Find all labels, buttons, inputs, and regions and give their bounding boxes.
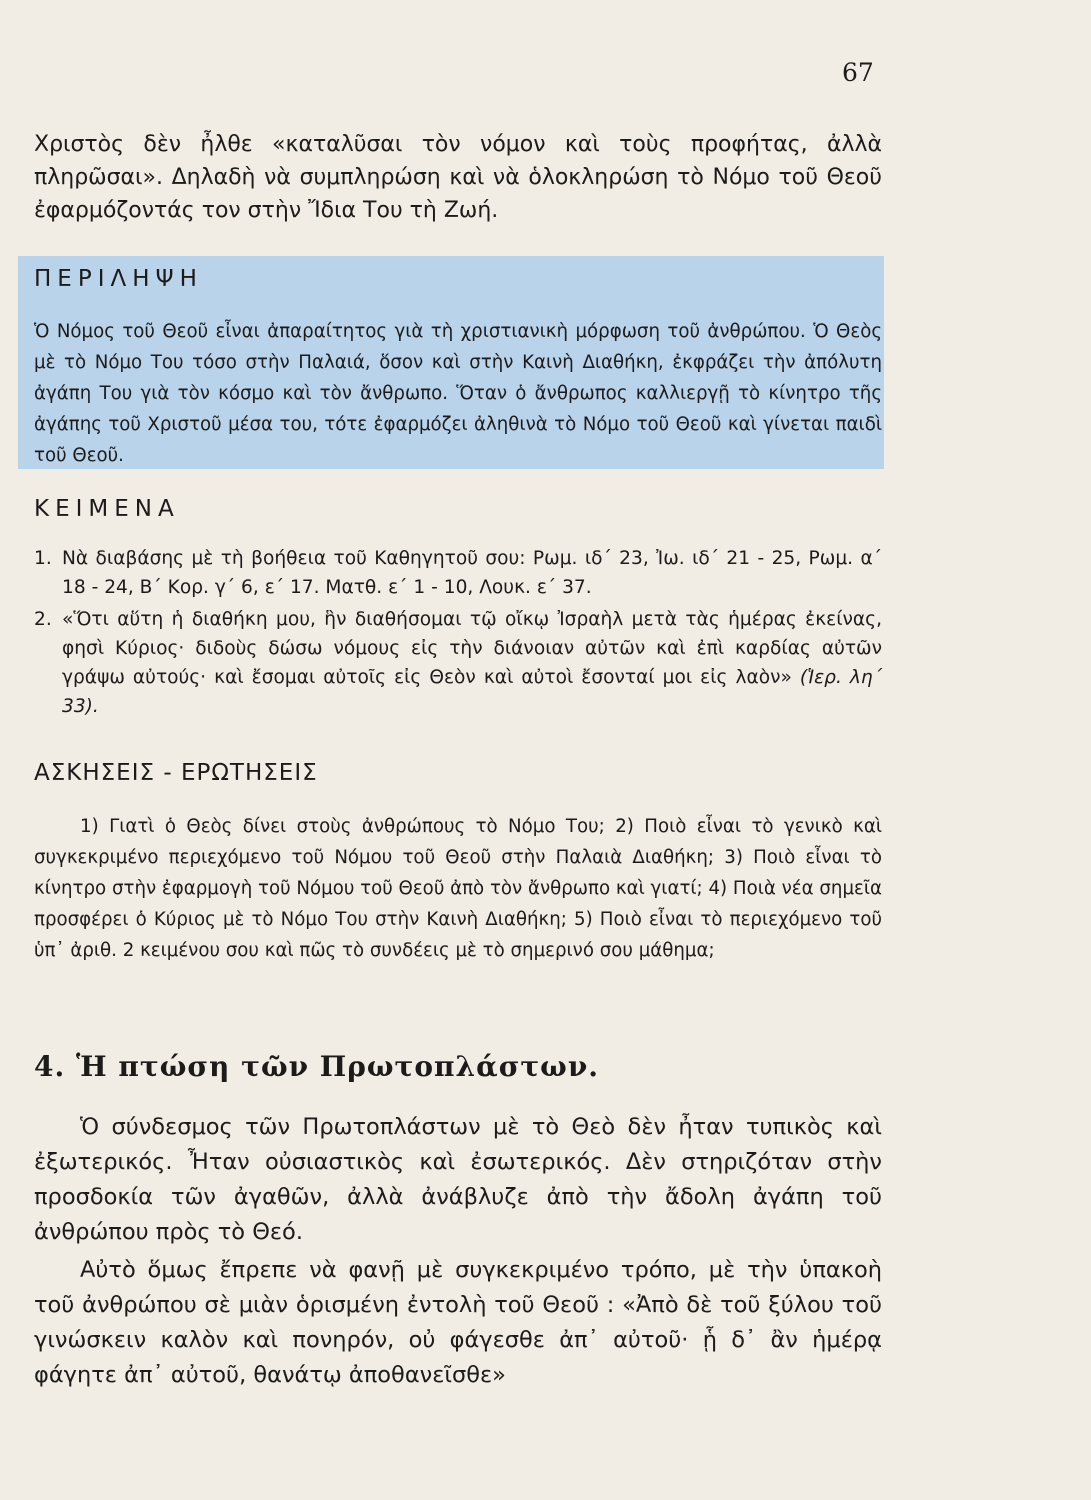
intro-paragraph: Χριστὸς δὲν ἦλθε «καταλῦσαι τὸν νόμον καὶ τοὺς προφήτας, ἀλλὰ πληρῶσαι». Δηλαδὴ νὰ συμπληρώση καὶ νὰ ὁλοκληρώση τὸ Νόμο τοῦ Θεοῦ ἐφαρμόζοντάς τον στὴν Ἴδια Του τὴ Ζωή. bbox=[34, 132, 882, 223]
list-item-text: Νὰ διαβάσης μὲ τὴ βοήθεια τοῦ Καθηγητοῦ σου: Ρωμ. ιδ΄ 23, Ἰω. ιδ΄ 21 - 25, Ρωμ. α΄ 18 - 24, Β΄ Κορ. γ΄ 6, ε΄ 17. Ματθ. ε΄ 1 - 10, Λουκ. ε΄ 37. bbox=[62, 548, 882, 598]
list-item-text: «Ὅτι αὕτη ἡ διαθήκη μου, ἣν διαθήσομαι τῷ οἴκῳ Ἰσραὴλ μετὰ τὰς ἡμέρας ἐκείνας, φησὶ Κύριος· διδοὺς δώσω νόμους εἰς τὴν διάνοιαν αὐτῶν καὶ ἐπὶ καρδίας αὐτῶν γράψω αὐτούς· καὶ ἔσομαι αὐτοῖς εἰς Θεὸν καὶ αὐτοὶ ἔσονταί μοι εἰς λαὸν» bbox=[62, 609, 882, 688]
texts-list bbox=[34, 544, 882, 724]
list-item bbox=[34, 544, 882, 602]
chapter-paragraph: Ὁ σύνδεσμος τῶν Πρωτοπλάστων μὲ τὸ Θεὸ δὲν ἦταν τυπικὸς καὶ ἐξωτερικός. Ἦταν οὐσιαστικὸς καὶ ἐσωτερικός. Δὲν στηριζόταν στὴν προσδοκία τῶν ἀγαθῶν, ἀλλὰ ἀνάβλυζε ἀπὸ τὴν ἄδολη ἀγάπη τοῦ ἀνθρώπου πρὸς τὸ Θεό. bbox=[34, 1114, 882, 1245]
chapter-heading: 4. Ἡ πτώση τῶν Πρωτοπλάστων. bbox=[34, 1050, 600, 1083]
summary-heading: ΠΕΡΙΛΗΨΗ bbox=[34, 266, 203, 292]
exercises-heading: ΑΣΚΗΣΕΙΣ - ΕΡΩΤΗΣΕΙΣ bbox=[34, 760, 318, 786]
list-item bbox=[34, 605, 882, 721]
chapter-body bbox=[34, 1110, 882, 1393]
summary-text: Ὁ Νόμος τοῦ Θεοῦ εἶναι ἀπαραίτητος γιὰ τὴ χριστιανικὴ μόρφωση τοῦ ἀνθρώπου. Ὁ Θεὸς μὲ τὸ Νόμο Του τόσο στὴν Παλαιά, ὅσον καὶ στὴν Καινὴ Διαθήκη, ἐκφράζει τὴν ἀπόλυτη ἀγάπη Του γιὰ τὸν κόσμο καὶ τὸν ἄνθρωπο. Ὅταν ὁ ἄνθρωπος καλλιεργῇ τὸ κίνητρο τῆς ἀγάπης τοῦ Χριστοῦ μέσα του, τότε ἐφαρμόζει ἀληθινὰ τὸ Νόμο τοῦ Θεοῦ καὶ γίνεται παιδὶ τοῦ Θεοῦ. bbox=[34, 321, 882, 466]
list-item-number: 2. bbox=[34, 609, 52, 630]
chapter-paragraph: Αὐτὸ ὅμως ἔπρεπε νὰ φανῇ μὲ συγκεκριμένο τρόπο, μὲ τὴν ὑπακοὴ τοῦ ἀνθρώπου σὲ μιὰν ὁρισμένη ἐντολὴ τοῦ Θεοῦ : «Ἀπὸ δὲ τοῦ ξύλου τοῦ γινώσκειν καλὸν καὶ πονηρόν, οὐ φάγεσθε ἀπ᾽ αὐτοῦ· ᾗ δ᾽ ἂν ἡμέρᾳ φάγητε ἀπ᾽ αὐτοῦ, θανάτῳ ἀποθανεῖσθε» bbox=[34, 1257, 882, 1388]
page-number: 67 bbox=[842, 58, 874, 87]
texts-heading: ΚΕΙΜΕΝΑ bbox=[34, 496, 180, 522]
list-item-number: 1. bbox=[34, 548, 52, 569]
exercises-text: 1) Γιατὶ ὁ Θεὸς δίνει στοὺς ἀνθρώπους τὸ Νόμο Του; 2) Ποιὸ εἶναι τὸ γενικὸ καὶ συγκεκριμένο περιεχόμενο τοῦ Νόμου τοῦ Θεοῦ στὴν Παλαιὰ Διαθήκη; 3) Ποιὸ εἶναι τὸ κίνητρο στὴν ἐφαρμογὴ τοῦ Νόμου τοῦ Θεοῦ ἀπὸ τὸν ἄνθρωπο καὶ γιατί; 4) Ποιὰ νέα σημεῖα προσφέρει ὁ Κύριος μὲ τὸ Νόμο Του στὴν Καινὴ Διαθήκη; 5) Ποιὸ εἶναι τὸ περιεχόμενο τοῦ ὑπ᾽ ἀριθ. 2 κειμένου σου καὶ πῶς τὸ συνδέεις μὲ τὸ σημερινό σου μάθημα; bbox=[34, 816, 882, 961]
intro-section bbox=[34, 128, 882, 227]
scripture-reference: (Ἱερ. λη΄ 33). bbox=[62, 667, 882, 717]
